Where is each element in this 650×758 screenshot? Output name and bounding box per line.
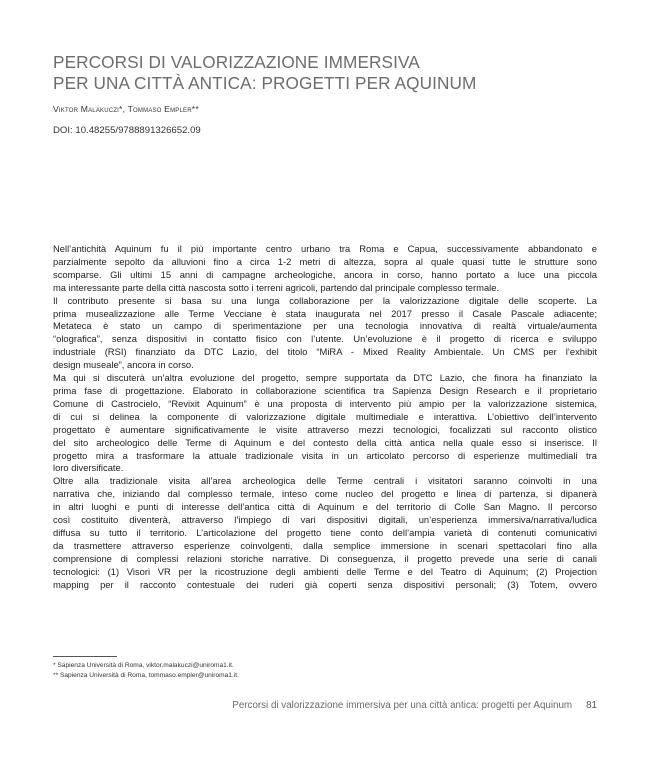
body-paragraph [53,372,597,475]
body-line: in altri luoghi e punti di interesse dell’antica città di Aquinum e del territorio di Colle San Magno. Il percorso [53,501,597,513]
body-line: progetto mira a trasformare la attuale tradizionale visita in un articolato percorso di esperienze multimediali tra [53,449,597,461]
body-line: “olografica”, senza dispositivi in contatto fisico con l’utente. Un’evoluzione è il progetto di ricerca e sviluppo [53,333,597,345]
body-line: design museale”, ancora in corso. [53,359,194,371]
article-title-line-2: PER UNA CITTÀ ANTICA: PROGETTI PER AQUINUM [53,73,477,93]
article-body [53,243,597,591]
body-line: ma interessante parte della città nascosta sotto i terreni agricoli, partendo dal principale complesso termale. [53,281,500,293]
body-line: parzialmente sepolto da alluvioni fino a circa 1-2 metri di altezza, sopra al quale quasi tutte le strutture sono [53,255,597,267]
body-line: narrativa che, iniziando dal complesso termale, inteso come nucleo del progetto e linea di partenza, si dipanerà [53,488,597,500]
body-paragraph [53,295,597,372]
body-paragraph [53,243,597,295]
body-line: così costituito diventerà, attraverso l’impiego di vari dispositivi digitali, un’esperienza immersiva/narrativa/ludica [53,514,597,526]
body-line: del sito archeologico delle Terme di Aquinum e del contesto della città antica nella quale esso si inserisce. Il [53,436,597,448]
body-line: di cui si delinea la componente di valorizzazione digitale multimediale e interattiva. L’obiettivo dell’intervento [53,410,597,422]
footnotes [53,661,239,681]
running-footer-title: Percorsi di valorizzazione immersiva per una città antica: progetti per Aquinum [232,700,573,711]
body-paragraph [53,475,597,591]
body-line: tecnologici: (1) Visori VR per la ricostruzione degli ambienti delle Terme e del Teatro di Aquinum; (2) Projection [53,565,597,577]
page-number: 81 [586,700,597,711]
body-line: loro diversificate. [53,462,124,474]
footnote-divider [53,656,117,657]
article-title [53,52,613,94]
body-line: progettato è aumentare significativamente le visite attraverso mezzi tecnologici, focalizzati sul racconto olistico [53,423,597,435]
body-line: scomparse. Gli ultimi 15 anni di campagne archeologiche, ancora in corso, hanno portato a luce una piccola [53,268,597,280]
doi-line: DOI: 10.48255/9788891326652.09 [53,125,201,136]
body-line: Il contributo presente si basa su una lunga collaborazione per la valorizzazione digitale delle scoperte. La [53,294,597,306]
body-line: Oltre alla tradizionale visita all’area archeologica delle Terme centrali i visitatori saranno coinvolti in una [53,475,597,487]
body-line: mapping per il racconto contestuale dei ruderi già coperti senza dispositivi personali; (3) Totem, ovvero [53,578,597,590]
body-line: Nell’antichità Aquinum fu il più importante centro urbano tra Roma e Capua, successivamente abbandonato e [53,243,597,254]
body-line: industriale (RSI) finanziato da DTC Lazio, del titolo “MiRA - Mixed Reality Ambientale. Un CMS per l’exhibit [53,346,597,358]
author-list: Viktor Malakuczi*, Tommaso Empler** [53,104,199,114]
body-line: comprensione di complessi relazioni storiche narrative. Di conseguenza, il progetto prevede una serie di canali [53,552,597,564]
body-line: diffusa su tutto il territorio. L’articolazione del progetto tiene conto dell’ampia varietà di contenuti comunicativi [53,526,597,538]
footnote: * Sapienza Università di Roma, viktor.malakuczi@uniroma1.it. [53,662,234,669]
body-line: Ma qui si discuterà un’altra evoluzione del progetto, sempre supportata da DTC Lazio, che finora ha finanziato la [53,372,597,384]
footnote: ** Sapienza Università di Roma, tommaso.empler@uniroma1.it. [53,672,239,679]
body-line: prima fase di progettazione. Elaborato in collaborazione scientifica tra Sapienza Design Research e il proprietario [53,384,597,396]
body-line: da trasmettere attraverso esperienze coinvolgenti, dalla semplice immersione in scenari spettacolari fino alla [53,539,597,551]
article-title-line-1: PERCORSI DI VALORIZZAZIONE IMMERSIVA [53,52,420,72]
body-line: prima musealizzazione alle Terme Vecciane è stata inaugurata nel 2017 presso il Casale Pascale adiacente; [53,307,597,319]
body-line: Comune di Castrocielo, “Revixit Aquinum” è una proposta di intervento più ampio per la valorizzazione sistemica, [53,397,597,409]
running-footer [232,700,597,711]
body-line: Metateca è stato un campo di sperimentazione per una tecnologia innovativa di realtà virtuale/aumenta [53,320,597,332]
